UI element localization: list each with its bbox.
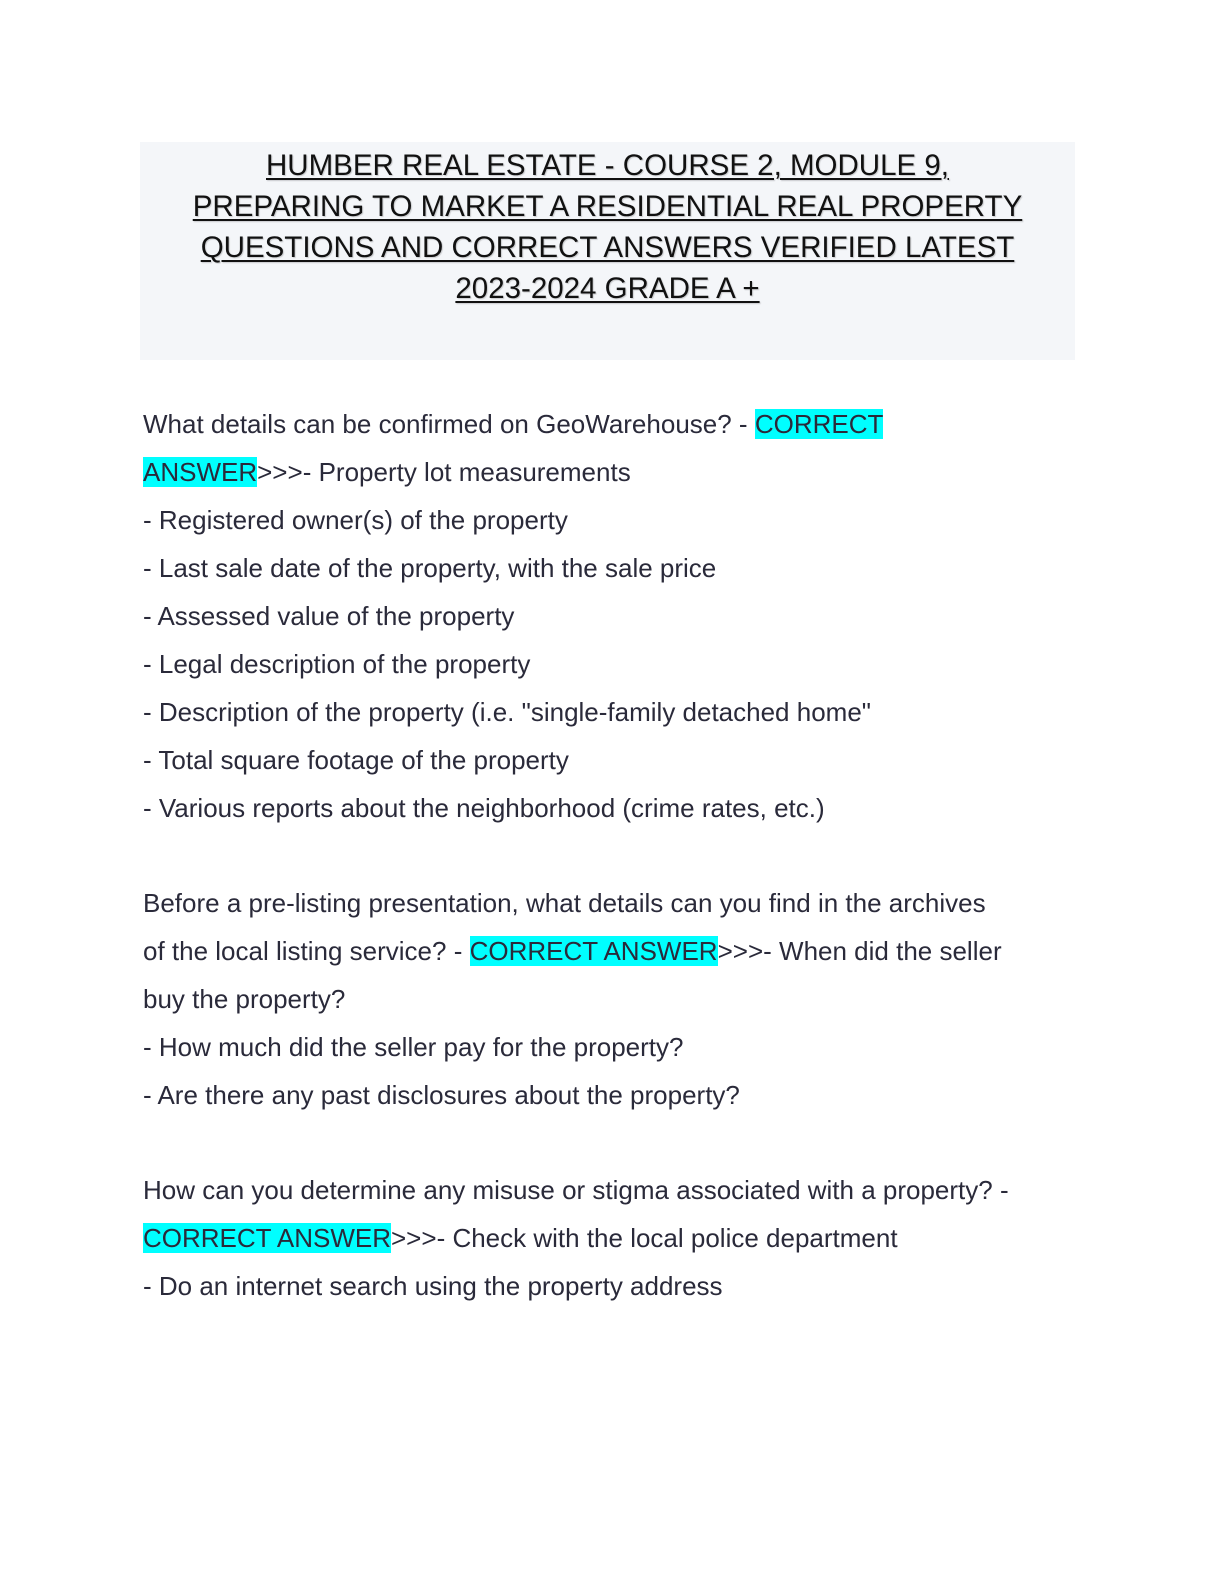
answer-item: - Various reports about the neighborhood (crime rates, etc.) — [143, 793, 825, 823]
answer-item: - Last sale date of the property, with the sale price — [143, 553, 717, 583]
question-text: of the local listing service? - — [143, 936, 470, 966]
answer-arrow: >>> — [717, 936, 764, 966]
correct-answer-label: CORRECT ANSWER — [469, 936, 718, 966]
answer-item: - Registered owner(s) of the property — [143, 505, 568, 535]
question-line — [143, 927, 1103, 975]
title-line: HUMBER REAL ESTATE - COURSE 2, MODULE 9, — [266, 149, 949, 182]
answer-item: - How much did the seller pay for the property? — [143, 1032, 684, 1062]
question-line — [143, 400, 1103, 448]
qa-block-1 — [143, 400, 1103, 832]
answer-item: - Are there any past disclosures about the property? — [143, 1080, 740, 1110]
answer-line — [143, 1214, 1103, 1262]
title-line: QUESTIONS AND CORRECT ANSWERS VERIFIED LATEST — [200, 231, 1015, 264]
qa-block-3 — [143, 1166, 1103, 1310]
answer-item: - Assessed value of the property — [143, 601, 515, 631]
answer-item: - Total square footage of the property — [143, 745, 569, 775]
question-line: Before a pre-listing presentation, what details can you find in the archives — [143, 888, 986, 918]
answer-text: - When did the seller — [763, 936, 1002, 966]
answer-arrow: >>> — [257, 457, 303, 487]
qa-block-2 — [143, 879, 1103, 1119]
answer-item: - Legal description of the property — [143, 649, 531, 679]
answer-item: - Do an internet search using the property address — [143, 1271, 723, 1301]
correct-answer-label: ANSWER — [143, 457, 258, 487]
answer-line: buy the property? — [143, 984, 346, 1014]
answer-arrow: >>> — [391, 1223, 437, 1253]
answer-line — [143, 448, 1103, 496]
title-line: PREPARING TO MARKET A RESIDENTIAL REAL PROPERTY — [192, 190, 1023, 223]
answer-text: - Check with the local police department — [436, 1223, 898, 1253]
correct-answer-label: CORRECT — [754, 409, 884, 439]
question-text: What details can be confirmed on GeoWarehouse? - — [143, 409, 755, 439]
title-box — [140, 142, 1075, 360]
title-line: 2023-2024 GRADE A + — [455, 272, 760, 305]
correct-answer-label: CORRECT ANSWER — [143, 1223, 391, 1253]
answer-item: - Description of the property (i.e. "single-family detached home" — [143, 697, 872, 727]
question-line: How can you determine any misuse or stigma associated with a property? - — [143, 1175, 1009, 1205]
answer-text: - Property lot measurements — [302, 457, 631, 487]
